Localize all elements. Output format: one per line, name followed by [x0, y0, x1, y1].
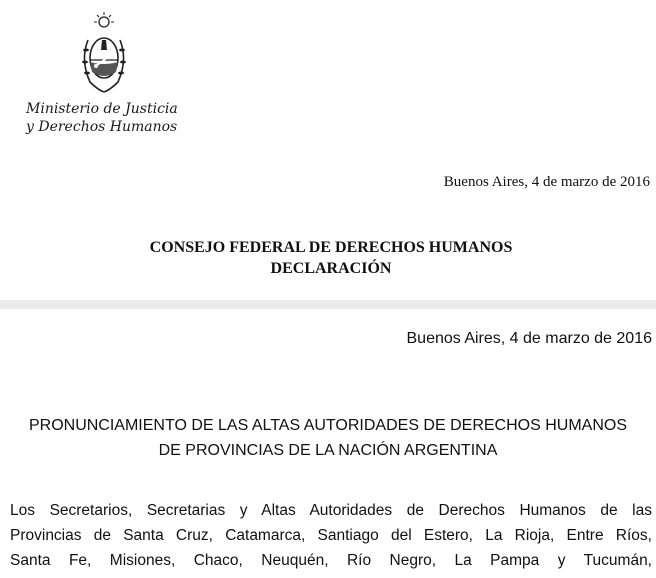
ministry-line-2: y Derechos Humanos: [26, 119, 178, 135]
ministry-line-1: Ministerio de Justicia: [26, 101, 178, 117]
heading-line-1: CONSEJO FEDERAL DE DERECHOS HUMANOS: [149, 239, 513, 256]
body-line: Santa Fe, Misiones, Chaco, Neuquén, Río Negro, La Pampa y Tucumán,: [10, 552, 652, 569]
declaration-date: Buenos Aires, 4 de marzo de 2016: [406, 330, 652, 347]
title-line-1: PRONUNCIAMIENTO DE LAS ALTAS AUTORIDADES DE DERECHOS HUMANOS: [28, 417, 628, 434]
ministry-name: [26, 100, 178, 136]
title-line-2: DE PROVINCIAS DE LA NACIÓN ARGENTINA: [158, 442, 498, 459]
declaration-body: [10, 498, 652, 573]
body-line: Los Secretarios, Secretarias y Altas Autoridades de Derechos Humanos de las: [10, 502, 652, 519]
declaration-title: [0, 413, 656, 463]
document-date: Buenos Aires, 4 de marzo de 2016: [443, 174, 650, 190]
document-heading: [0, 237, 656, 279]
page-divider: [0, 300, 656, 309]
heading-line-2: DECLARACIÓN: [270, 260, 392, 277]
argentina-coat-of-arms-icon: [78, 10, 130, 96]
body-line: Provincias de Santa Cruz, Catamarca, Santiago del Estero, La Rioja, Entre Ríos,: [10, 527, 652, 544]
